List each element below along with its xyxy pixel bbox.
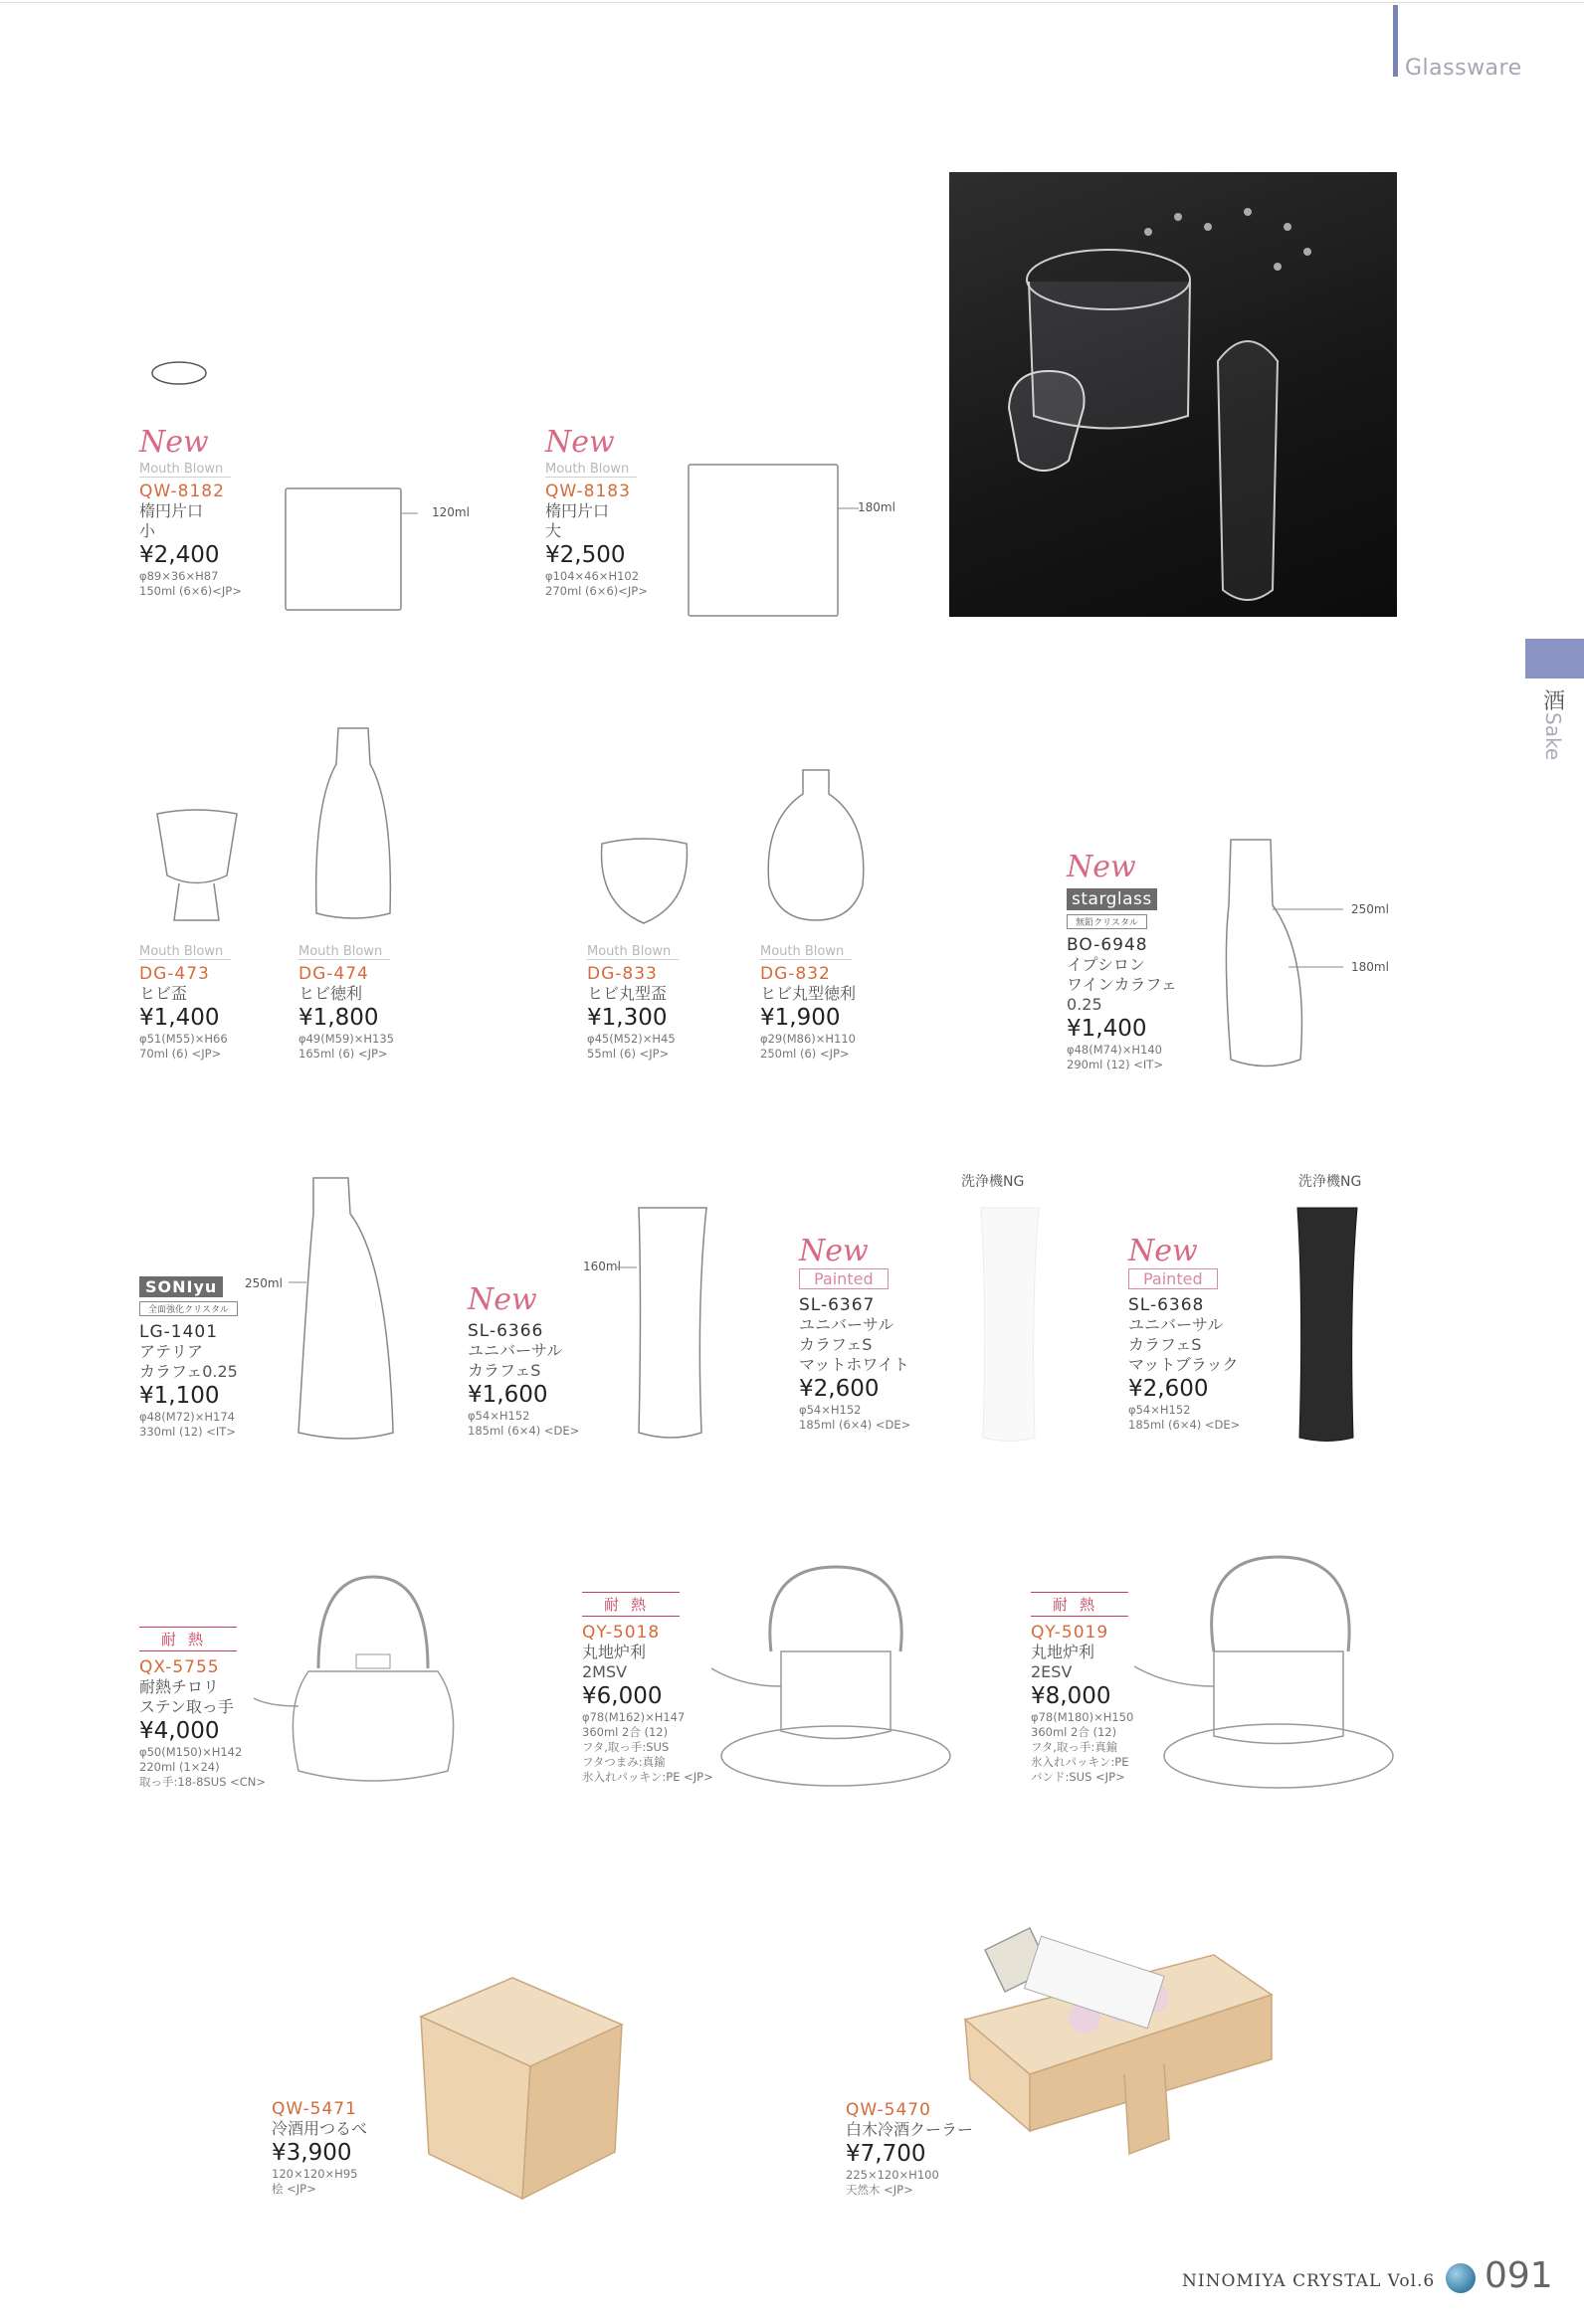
product-code: QW-5470: [846, 2100, 931, 2120]
product-photo: [949, 172, 1397, 617]
product-price: ¥2,400: [139, 542, 220, 568]
product-spec: φ49(M59)×H135: [298, 1032, 394, 1046]
product-name-2: 小: [139, 521, 156, 540]
qw5471-wooden-box-image: [411, 1975, 630, 2204]
new-badge: New: [139, 425, 209, 460]
oval-shape-icon: [149, 358, 209, 388]
qy5019-choshi-image: [1129, 1552, 1398, 1796]
brand-subtitle: 全面強化クリスタル: [139, 1301, 238, 1316]
new-badge: New: [468, 1282, 537, 1317]
product-spec-2: 185ml (6×4) <DE>: [468, 1424, 580, 1438]
product-name: 丸地炉利: [1031, 1643, 1095, 1661]
product-price: ¥1,900: [760, 1005, 841, 1031]
product-code: LG-1401: [139, 1322, 219, 1342]
mouth-blown-label: Mouth Blown: [545, 462, 637, 478]
product-name-2: 2MSV: [582, 1662, 628, 1681]
side-index-english: Sake: [1541, 712, 1565, 761]
product-qw8182[interactable]: [139, 425, 242, 599]
product-spec: φ54×H152: [1128, 1403, 1191, 1417]
dg473-cup-image: [149, 806, 244, 925]
sl6367-white-carafe-image: [975, 1204, 1045, 1448]
product-name-2: 大: [545, 521, 562, 540]
product-sl6368[interactable]: [1128, 1234, 1241, 1433]
product-code: DG-832: [760, 964, 831, 984]
product-price: ¥6,000: [582, 1683, 663, 1709]
dg832-flask-image: [761, 766, 871, 925]
product-spec-4: 氷入れパッキン:PE: [1031, 1755, 1129, 1769]
product-price: ¥7,700: [846, 2141, 926, 2167]
product-name-3: マットブラック: [1128, 1355, 1239, 1374]
product-spec: φ45(M52)×H45: [587, 1032, 676, 1046]
product-spec: φ51(M55)×H66: [139, 1032, 228, 1046]
product-name-2: 2ESV: [1031, 1662, 1073, 1681]
product-spec: φ54×H152: [799, 1403, 862, 1417]
product-spec-2: 220ml (1×24): [139, 1760, 220, 1774]
product-spec-5: 氷入れパッキン:PE <JP>: [582, 1770, 713, 1784]
product-spec-2: 55ml (6) <JP>: [587, 1047, 670, 1061]
product-spec: φ78(M162)×H147: [582, 1710, 686, 1724]
product-bo6948[interactable]: [1067, 850, 1177, 1072]
product-name-2: カラフェ0.25: [139, 1362, 238, 1381]
capacity-line-label: 160ml: [583, 1259, 621, 1273]
product-sl6367[interactable]: [799, 1234, 911, 1433]
product-spec-3: 取っ手:18-8SUS <CN>: [139, 1775, 267, 1789]
product-dg833[interactable]: [587, 940, 679, 1062]
sl6368-black-carafe-image: [1291, 1204, 1363, 1448]
heat-resistant-badge: 耐熱: [1031, 1592, 1128, 1617]
capacity-line-label: 250ml: [245, 1276, 283, 1290]
heat-resistant-badge: 耐熱: [139, 1627, 237, 1651]
dishwasher-ng-label: 洗浄機NG: [961, 1174, 1025, 1190]
mouth-blown-label: Mouth Blown: [587, 944, 679, 960]
product-name-2: カラフェS: [799, 1335, 873, 1354]
product-name: 白木冷酒クーラー: [846, 2120, 974, 2139]
product-spec-2: 330ml (12) <IT>: [139, 1425, 236, 1439]
product-qw8183[interactable]: [545, 425, 648, 599]
product-qx5755[interactable]: [139, 1627, 266, 1790]
product-spec-3: フタ,取っ手:SUS: [582, 1740, 670, 1754]
product-price: ¥2,500: [545, 542, 626, 568]
product-name: イプシロン: [1067, 955, 1145, 974]
sl6366-carafe-image: [617, 1204, 716, 1448]
product-name-2: ステン取っ手: [139, 1697, 234, 1716]
lg1401-carafe-image: [289, 1174, 408, 1443]
mouth-blown-label: Mouth Blown: [760, 944, 852, 960]
product-spec-2: 290ml (12) <IT>: [1067, 1058, 1163, 1071]
oval-katakuchi-small-image: [279, 485, 418, 615]
product-name: ヒビ丸型徳利: [760, 984, 857, 1003]
product-price: ¥1,600: [468, 1382, 548, 1408]
heat-resistant-badge: 耐熱: [582, 1592, 680, 1617]
product-dg473[interactable]: [139, 940, 231, 1062]
product-price: ¥1,100: [139, 1383, 220, 1409]
product-qw5470[interactable]: [846, 2100, 973, 2198]
product-name: ユニバーサル: [1128, 1315, 1224, 1334]
qy5018-choshi-image: [706, 1557, 955, 1796]
product-name: 楕円片口: [545, 501, 610, 520]
product-name-3: 0.25: [1067, 995, 1102, 1014]
product-price: ¥1,400: [139, 1005, 220, 1031]
product-spec: φ78(M180)×H150: [1031, 1710, 1134, 1724]
product-spec-2: 185ml (6×4) <DE>: [799, 1418, 911, 1432]
mouth-blown-label: Mouth Blown: [139, 944, 231, 960]
new-badge: New: [545, 425, 615, 460]
product-price: ¥2,600: [799, 1376, 880, 1402]
product-code: QX-5755: [139, 1657, 220, 1677]
new-badge: New: [799, 1234, 869, 1268]
product-sl6366[interactable]: [468, 1282, 580, 1439]
product-spec: φ48(M72)×H174: [139, 1410, 235, 1424]
header-accent-bar: [1393, 5, 1398, 77]
product-spec-2: 150ml (6×6)<JP>: [139, 584, 242, 598]
product-name-3: マットホワイト: [799, 1355, 909, 1374]
mouth-blown-label: Mouth Blown: [139, 462, 231, 478]
product-code: SL-6366: [468, 1321, 544, 1341]
product-lg1401[interactable]: [139, 1276, 238, 1440]
product-name: 耐熱チロリ: [139, 1677, 220, 1696]
product-spec: φ54×H152: [468, 1409, 530, 1423]
product-spec: φ104×46×H102: [545, 569, 640, 583]
product-name: 丸地炉利: [582, 1643, 647, 1661]
product-qw5471[interactable]: [272, 2099, 367, 2197]
product-spec-4: フタつまみ:真鍮: [582, 1755, 666, 1769]
capacity-line-label: 250ml: [1351, 902, 1389, 916]
product-price: ¥1,800: [298, 1005, 379, 1031]
product-dg474[interactable]: [298, 940, 394, 1062]
product-name: ヒビ盃: [139, 984, 188, 1003]
capacity-line-label: 120ml: [432, 505, 470, 519]
product-price: ¥8,000: [1031, 1683, 1111, 1709]
product-name-2: ワインカラフェ: [1067, 975, 1177, 994]
product-spec: φ50(M150)×H142: [139, 1745, 243, 1759]
product-qy5019[interactable]: [1031, 1592, 1133, 1785]
product-price: ¥3,900: [272, 2140, 352, 2166]
product-code: QW-8182: [139, 482, 225, 501]
product-spec-5: バンド:SUS <JP>: [1031, 1770, 1125, 1784]
katakuchi-photo-illustration: [949, 172, 1397, 617]
product-price: ¥4,000: [139, 1718, 220, 1744]
product-qy5018[interactable]: [582, 1592, 713, 1785]
product-code: DG-474: [298, 964, 369, 984]
section-label: Glassware: [1405, 56, 1522, 81]
product-spec-2: 360ml 2合 (12): [582, 1725, 669, 1739]
product-spec-2: 185ml (6×4) <DE>: [1128, 1418, 1241, 1432]
product-spec-2: 250ml (6) <JP>: [760, 1047, 850, 1061]
product-spec-2: 270ml (6×6)<JP>: [545, 584, 648, 598]
product-code: QY-5019: [1031, 1623, 1109, 1643]
product-spec-2: 165ml (6) <JP>: [298, 1047, 388, 1061]
oval-katakuchi-large-image: [685, 461, 864, 620]
dg833-cup-image: [597, 834, 692, 933]
product-name: ヒビ徳利: [298, 984, 363, 1003]
product-code: DG-473: [139, 964, 210, 984]
product-spec: φ89×36×H87: [139, 569, 219, 583]
product-code: QW-8183: [545, 482, 631, 501]
product-price: ¥1,300: [587, 1005, 668, 1031]
capacity-line-label-2: 180ml: [1351, 960, 1389, 974]
page-number: 091: [1485, 2255, 1553, 2296]
new-badge: New: [1128, 1234, 1198, 1268]
catalog-brand-footer: NINOMIYA CRYSTAL Vol.6: [1182, 2271, 1436, 2291]
mouth-blown-label: Mouth Blown: [298, 944, 390, 960]
dishwasher-ng-label: 洗浄機NG: [1298, 1174, 1362, 1190]
product-name: アテリア: [139, 1342, 204, 1361]
product-spec-2: 70ml (6) <JP>: [139, 1047, 222, 1061]
painted-label: Painted: [1128, 1268, 1218, 1289]
product-name-2: カラフェS: [468, 1361, 541, 1380]
bo6948-carafe-image: [1209, 836, 1358, 1074]
product-code: SL-6368: [1128, 1295, 1205, 1315]
product-spec: φ29(M86)×H110: [760, 1032, 856, 1046]
capacity-line-label: 180ml: [858, 500, 895, 514]
product-spec: 225×120×H100: [846, 2168, 939, 2182]
product-name: 楕円片口: [139, 501, 204, 520]
product-price: ¥1,400: [1067, 1016, 1147, 1042]
product-code: QW-5471: [272, 2099, 357, 2119]
product-spec-3: フタ,取っ手:真鍮: [1031, 1740, 1118, 1754]
product-name: ユニバーサル: [799, 1315, 894, 1334]
product-spec: φ48(M74)×H140: [1067, 1043, 1162, 1057]
product-code: QY-5018: [582, 1623, 661, 1643]
product-price: ¥2,600: [1128, 1376, 1209, 1402]
globe-icon: [1446, 2263, 1476, 2293]
soniya-brand-logo: SONIyu: [139, 1276, 223, 1297]
dg474-tokkuri-image: [308, 724, 398, 923]
painted-label: Painted: [799, 1268, 889, 1289]
product-name: ヒビ丸型盃: [587, 984, 668, 1003]
product-name-2: カラフェS: [1128, 1335, 1202, 1354]
qx5755-chirori-image: [249, 1557, 488, 1796]
product-name: ユニバーサル: [468, 1341, 563, 1360]
product-spec-2: 360ml 2合 (12): [1031, 1725, 1117, 1739]
top-rule: [0, 2, 1584, 3]
product-spec: 120×120×H95: [272, 2167, 358, 2181]
product-code: BO-6948: [1067, 935, 1148, 955]
product-code: DG-833: [587, 964, 658, 984]
side-index-kanji: 酒: [1543, 689, 1566, 714]
brand-subtitle: 無鉛クリスタル: [1067, 914, 1147, 929]
new-badge: New: [1067, 850, 1136, 884]
product-spec-2: 桧 <JP>: [272, 2182, 316, 2196]
product-spec-2: 天然木 <JP>: [846, 2183, 913, 2197]
side-index-tab: [1525, 639, 1584, 678]
qw5470-sake-cooler-image: [955, 1900, 1293, 2179]
starglass-brand-logo: starglass: [1067, 888, 1157, 910]
product-dg832[interactable]: [760, 940, 856, 1062]
product-name: 冷酒用つるべ: [272, 2119, 368, 2138]
product-code: SL-6367: [799, 1295, 876, 1315]
